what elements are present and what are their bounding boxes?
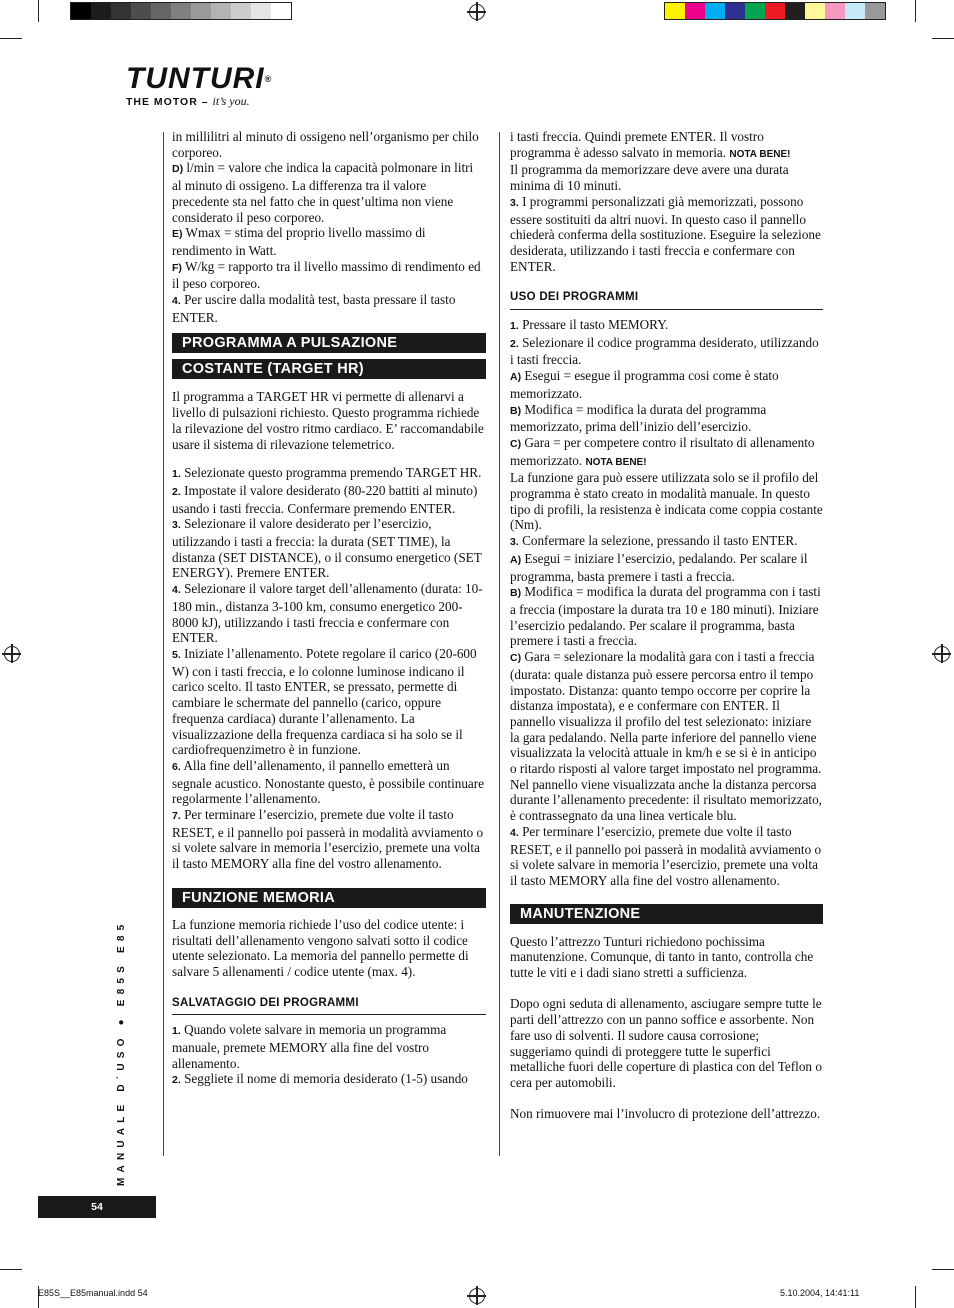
list-item: F) W/kg = rapporto tra il livello massimo di rendimento ed il peso corporeo.: [172, 258, 481, 292]
section-heading: FUNZIONE MEMORIA: [172, 888, 486, 908]
right-column-rule: [499, 132, 500, 1156]
crop-mark: [0, 1269, 22, 1270]
footer-filename: E85S__E85manual.indd 54: [38, 1288, 148, 1298]
page-number: 54: [38, 1196, 156, 1218]
gray-swatch: [151, 3, 171, 19]
gray-swatch: [91, 3, 111, 19]
gray-swatch: [111, 3, 131, 19]
list-item: 3. I programmi personalizzati già memorizzati, possono essere sostituiti da altri nuovi. In questo caso il pannello chiederà conferma della sostituzione. Eseguire la selezione desiderata, utilizzando i tasti freccia e confermare con ENTER.: [510, 193, 821, 274]
footer-timestamp: 5.10.2004, 14:41:11: [780, 1288, 860, 1298]
list-item: 3. Selezionare il valore desiderato per l’esercizio, utilizzando i tasti a freccia: la durata (SET TIME), la distanza (SET DISTANCE), o il consumo energetico (SET ENERGY). Premere ENTER.: [172, 516, 482, 581]
list-item: 2. Seggliete il nome di memoria desiderato (1-5) usando: [172, 1071, 468, 1087]
list-item: C) Gara = selezionare la modalità gara con i tasti a freccia (durata: quale distanza può essere percorsa entro il tempo impostato. Distanza: quanto tempo occorre per coprire la distanza impostata), e e confermare con ENTER. Il pannello visualizza il profilo del test selezionato: iniziare la gara pedalando. Nella parte inferiore del pannello viene visualizzata la velocità attuale in km/h e se si è in anticipo o ritardo risposti al valore target impostato nel programma.: [510, 649, 822, 777]
registration-mark-top: [469, 4, 485, 20]
gray-swatch: [211, 3, 231, 19]
list-item: C) Gara = per competere contro il risultato di allenamento memorizzato. NOTA BENE!: [510, 434, 815, 468]
list-item: D) l/min = valore che indica la capacità polmonare in litri al minuto di ossigeno. La differenza tra il valore precedente sta nel fatto che in quest’ultima non viene considerato il peso corporeo.: [172, 160, 474, 225]
crop-mark: [915, 0, 916, 22]
paragraph: i tasti freccia. Quindi premete ENTER. Il vostro programma è adesso salvato in memoria. NOTA BENE!: [510, 129, 791, 160]
list-item: 4. Per uscire dalla modalità test, basta pressare il tasto ENTER.: [172, 292, 456, 325]
crop-mark: [932, 1269, 954, 1270]
list-item: 4. Per terminare l’esercizio, premete due volte il tasto RESET, e il pannello poi passerà in modalità avviamento o si volete salvare in memoria l’esercizio, premete una volta il tasto MEMORY alla fine del vostro allenamento.: [510, 823, 822, 888]
list-item: 6. Alla fine dell’allenamento, il pannello emetterà un segnale acustico. Nonostante questo, è possibile continuare regolarmente l’allenamento.: [172, 757, 485, 807]
list-item: 2. Impostate il valore desiderato (80-220 battiti al minuto) usando i tasti freccia. Confermare premendo ENTER.: [172, 482, 478, 516]
registration-mark-left: [4, 646, 20, 662]
nota-bene: NOTA BENE!: [585, 456, 647, 468]
crop-mark: [0, 38, 22, 39]
gray-swatch: [171, 3, 191, 19]
list-item: B) Modifica = modifica la durata del programma memorizzato, prima dell’inizio dell’esercizio.: [510, 401, 767, 435]
list-item: 1. Selezionate questo programma premendo TARGET HR.: [172, 465, 482, 481]
gray-swatch: [271, 3, 291, 19]
side-label: MANUALE D´USO ● E85S E85: [116, 919, 127, 1186]
subheading: USO DEI PROGRAMMI: [510, 290, 823, 310]
list-item: 5. Iniziate l’allenamento. Potete regolare il carico (20-600 W) con i tasti freccia, e lo colonne luminose indicano il carico scelto. Il tasto ENTER, se pressato, permette di cambiare le schermate del pannello (carico, oppure frequenza cardiaca) durante l’allenamento. La visualizzazione della frequenza cardiaca si ha solo se il cardiofrequenzimetro è in funzione.: [172, 645, 477, 758]
section-heading: PROGRAMMA A PULSAZIONE: [172, 333, 486, 353]
section-heading: COSTANTE (TARGET HR): [172, 359, 486, 379]
color-swatch: [785, 3, 805, 19]
color-swatch: [845, 3, 865, 19]
paragraph: Questo l’attrezzo Tunturi richiedono pochissima manutenzione. Comunque, di tanto in tanto, controlla che tutte le viti e i dadi siano stretti a sufficienza.: [510, 933, 814, 981]
paragraph: Il programma a TARGET HR vi permette di allenarvi a livello di pulsazioni richiesto. Questo programma richiede la rilevazione del vostro ritmo cardiaco. E’ raccomandabile usare il sistema di rilevazione telemetrico.: [172, 389, 484, 452]
paragraph: Non rimuovere mai l’involucro di protezione dell’attrezzo.: [510, 1106, 821, 1122]
logo-tagline: THE MOTOR –: [126, 96, 213, 108]
list-item: E) Wmax = stima del proprio livello massimo di rendimento in Watt.: [172, 225, 426, 258]
list-item: 7. Per terminare l’esercizio, premete due volte il tasto RESET, e il pannello poi passerà in modalità avviamento o si volete salvare in memoria l’esercizio, premete una volta il tasto MEMORY alla fine del vostro allenamento.: [172, 807, 484, 872]
crop-mark: [915, 1286, 916, 1308]
paragraph: Nel pannello viene visualizzata anche la distanza percorsa durante l’allenamento precedente: il risultato memorizzato, è contrassegnato da una linea verticale blu.: [510, 776, 822, 824]
paragraph: Dopo ogni seduta di allenamento, asciugare sempre tutte le parti dell’attrezzo con un panno soffice e assorbente. Non fare uso di solventi. Il sudore causa corrosione; suggeriamo quindi di proteggere tutte le superfici metalliche fuori delle coperture di plastica con del Teflon o cera per automobili.: [510, 996, 822, 1090]
paragraph: La funzione memoria richiede l’uso del codice utente: i risultati dell’allenamento vengono salvati sotto il codice utente selezionato. La memoria del pannello permette di salvare 5 allenamenti / codice utente (max. 4).: [172, 916, 469, 979]
color-swatch: [665, 3, 685, 19]
list-item: B) Modifica = modifica la durata del programma con i tasti a freccia (impostare la durata tra 10 e 180 minuti). Iniziare l’esercizio pedalando. Per scalare il programma, basta premere i tasti a freccia.: [510, 584, 821, 649]
gray-swatch: [71, 3, 91, 19]
left-column-rule: [163, 132, 164, 1156]
paragraph: Il programma da memorizzare deve avere una durata minima di 10 minuti.: [510, 162, 789, 194]
color-swatch: [705, 3, 725, 19]
process-color-bar: [664, 2, 886, 20]
list-item: 1. Quando volete salvare in memoria un programma manuale, premete MEMORY alla fine del vostro allenamento.: [172, 1022, 447, 1071]
gray-swatch: [231, 3, 251, 19]
gray-swatch: [251, 3, 271, 19]
color-swatch: [725, 3, 745, 19]
color-swatch: [865, 3, 885, 19]
color-swatch: [805, 3, 825, 19]
list-item: 2. Selezionare il codice programma desiderato, utilizzando i tasti freccia.: [510, 334, 819, 368]
section-heading: MANUTENZIONE: [510, 904, 823, 924]
color-swatch: [745, 3, 765, 19]
crop-mark: [932, 38, 954, 39]
paragraph: in millilitri al minuto di ossigeno nell’organismo per chilo corporeo.: [172, 129, 479, 160]
logo-tagline-italic: it’s you.: [212, 94, 250, 108]
registration-mark-right: [934, 646, 950, 662]
list-item: 3. Confermare la selezione, pressando il tasto ENTER.: [510, 533, 798, 549]
crop-mark: [38, 0, 39, 22]
gray-color-bar: [70, 2, 292, 20]
registration-mark-bottom: [469, 1288, 485, 1304]
paragraph: La funzione gara può essere utilizzata solo se il profilo del programma è stato creato in modalità manuale. In questo tipo di profili, la resistenza è indicata come coppia costante (Nm).: [510, 470, 823, 533]
tunturi-logo: [126, 64, 272, 109]
list-item: A) Esegui = esegue il programma cosi come è stato memorizzato.: [510, 368, 779, 401]
right-column: [510, 129, 823, 1122]
color-swatch: [825, 3, 845, 19]
subheading: SALVATAGGIO DEI PROGRAMMI: [172, 996, 486, 1016]
color-swatch: [765, 3, 785, 19]
logo-registered: ®: [264, 74, 273, 84]
gray-swatch: [191, 3, 211, 19]
list-item: 4. Selezionare il valore target dell’allenamento (durata: 10-180 min., distanza 3-100 km, consumo energetico 200-8000 kJ), utilizzando i tasti freccia e confermare con ENTER.: [172, 581, 483, 646]
logo-name: TUNTURI: [126, 62, 265, 95]
color-swatch: [685, 3, 705, 19]
list-item: 1. Pressare il tasto MEMORY.: [510, 317, 669, 333]
left-column: [172, 129, 486, 1089]
gray-swatch: [131, 3, 151, 19]
list-item: A) Esegui = iniziare l’esercizio, pedalando. Per scalare il programma, basta premere i tasti a freccia.: [510, 550, 808, 584]
nota-bene: NOTA BENE!: [729, 148, 791, 160]
